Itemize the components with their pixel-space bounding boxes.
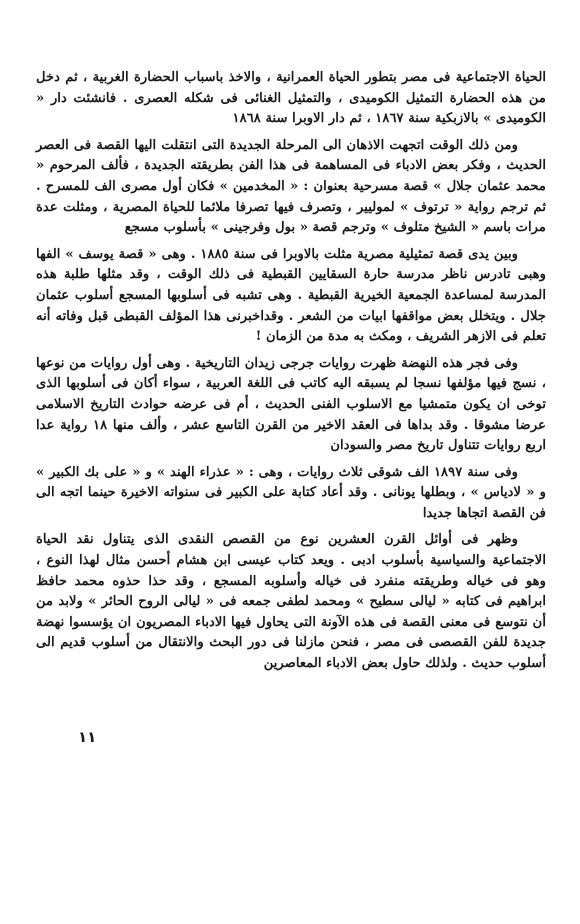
paragraph-5: وفى سنة ١٨٩٧ الف شوقى ثلاث روايات ، وهى : « عذراء الهند » و « على بك الكبير » و « لادياس » ، وبطلها يونانى . وقد أعاد كتابة على الكبير فى سنواته الاخيرة حينما اتجه الى فن القصة اتجاها جديدا bbox=[36, 464, 546, 521]
body-text bbox=[36, 68, 546, 675]
paragraph-4: وفى فجر هذه النهضة ظهرت روايات جرجى زيدان التاريخية . وهى أول روايات من نوعها ، نسج فيها مؤلفها نسجا لم يسبقه اليه كاتب فى اللغة العربية ، سواء أكان فى أسلوبها الذى توخى ان يكون متمشيا مع الاسلوب الفنى الحديث ، أم فى عرضه حوادث التاريخ الاسلامى عرضا مشوقا . وقد بداها فى العقد الاخير من القرن التاسع عشر ، وألف منها ١٨ رواية عدا اربع روايات تتناول تاريخ مصر والسودان bbox=[36, 355, 546, 454]
paragraph-6: وظهر فى أوائل القرن العشرين نوع من القصص النقدى الذى يتناول نقد الحياة الاجتماعية والسياسية بأسلوب ادبى . ويعد كتاب عيسى ابن هشام أحسن مثال لهذا النوع ، وهو فى خياله وطريقته منفرد فى خياله وأسلوبه المسجع ، وقد حذا حذوه محمد حافظ ابراهيم فى كتابه « ليالى سطيح » ومحمد لطفى جمعه فى « ليالى الروح الحائر » ولابد من أن نتوسع فى معنى القصة فى هذه الآونة التى يحاول فيها الادباء المصريون ان يؤسسوا نهضة جديدة للفن القصصى فى مصر ، فنحن مازلنا فى دور البحث والانتقال من أسلوب قديم الى أسلوب حديث . ولذلك حاول بعض الادباء المعاصرين bbox=[36, 532, 546, 672]
paragraph-2: ومن ذلك الوقت اتجهت الاذهان الى المرحلة الجديدة التى انتقلت اليها القصة فى العصر الحديث ، وفكر بعض الادباء فى المساهمة فى هذا الفن بطريقته الجديدة ، فألف المرحوم « محمد عثمان جلال » قصة مسرحية بعنوان : « المخدمين » فكان أول مصرى الف للمسرح . ثم ترجم رواية « ترتوف » لموليير ، وتصرف فيها تصرفا ملائما للحياة المصرية ، ومثلت عدة مرات باسم « الشيخ متلوف » وترجم قصة « بول وفرجينى » بأسلوب مسجع bbox=[36, 137, 546, 236]
page-number: ١١ bbox=[78, 728, 97, 746]
paragraph-1: الحياة الاجتماعية فى مصر بتطور الحياة العمرانية ، والاخذ باسباب الحضارة الغربية ، ثم دخل من هذه الحضارة التمثيل الكوميدى ، والتمثيل الغنائى فى شكله العصرى . فانشئت دار « الكوميدى » بالازبكية سنة ١٨٦٧ ، ثم دار الاوبرا سنة ١٨٦٨ bbox=[36, 70, 546, 127]
paragraph-3: وبين يدى قصة تمثيلية مصرية مثلت بالاوبرا فى سنة ١٨٨٥ . وهى « قصة يوسف » الفها وهبى تادرس ناظر مدرسة حارة السقايين القبطية فى ذلك الوقت ، وقد مثلها طلبة هذه المدرسة لمساعدة الجمعية الخيرية القبطية . وهى تشبه فى أسلوبها المسجع أسلوب عثمان جلال . ويتخلل بعض مواقفها ابيات من الشعر . وقداخبرنى هذا المؤلف القبطى قبل وفاته أنه تعلم فى الازهر الشريف ، ومكث به مدة من الزمان ! bbox=[36, 246, 546, 345]
